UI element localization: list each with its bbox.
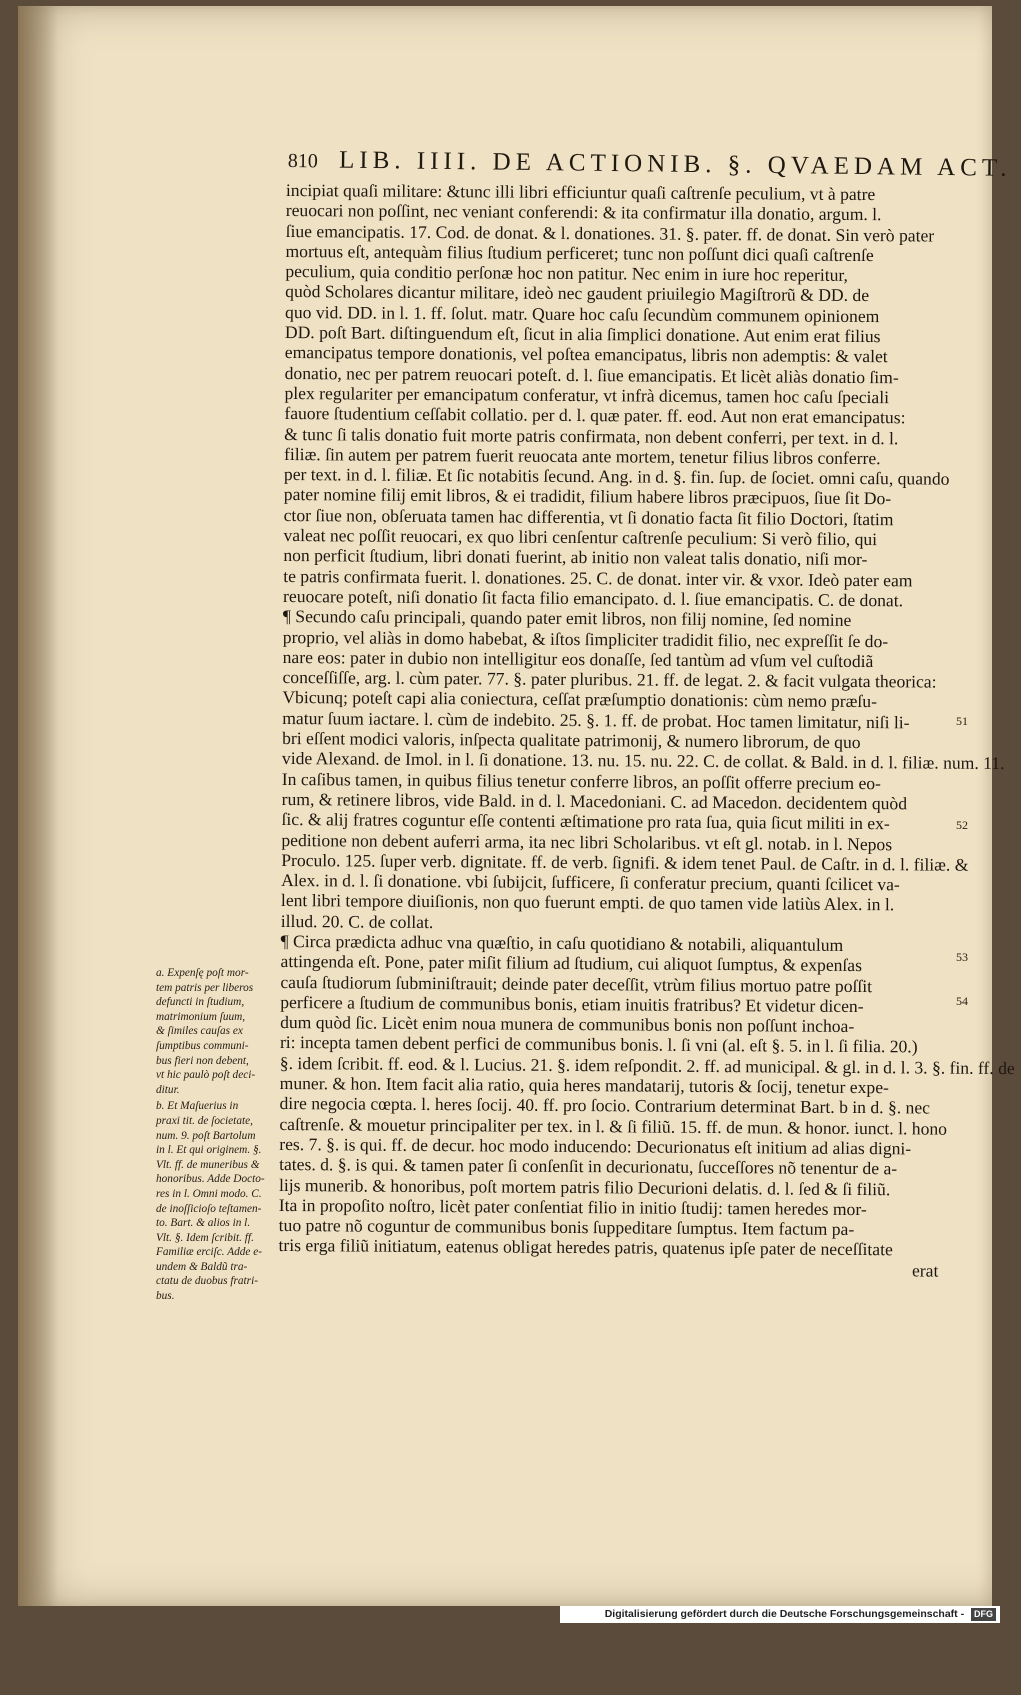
credit-text: Digitalisierung gefördert durch die Deutsche Forschungsgemeinschaft - — [604, 1608, 965, 1620]
side-note-line: honoribus. Adde Docto- — [156, 1173, 265, 1186]
text-line: per text. in d. l. filiæ. Et ſic notabitis ſecund. Ang. in d. §. fin. ſup. de ſociet. omni caſu, quando — [283, 464, 950, 489]
text-line: donatio, nec per patrem reuocari poteſt. d. l. ſiue emancipatis. Et licèt aliàs donatio ſim- — [284, 362, 899, 387]
text-line: nare eos: pater in dubio non intelligitur eos donaſſe, ſed tantùm ad vſum vel cuſtodiã — [282, 646, 874, 671]
side-note-line: ditur. — [156, 1083, 180, 1096]
text-line: plex regulariter per emancipatum conferatur, vt infrà dicemus, tamen hoc caſu ſpeciali — [284, 382, 890, 408]
page-gutter-shadow — [18, 6, 58, 1606]
margin-number: 52 — [956, 818, 968, 832]
text-line: caſtrenſe. & mouetur principaliter per tex. in l. & ſi filiũ. 15. ff. de mun. & honor. iunct. l. hono — [279, 1113, 948, 1139]
side-note-line: bus fieri non debent, — [156, 1054, 249, 1067]
side-note-line: defuncti in ſtudium, — [156, 996, 245, 1009]
side-note-line: ſumptibus communi- — [156, 1039, 249, 1052]
text-line: ſic. & alij fratres coguntur eſſe contenti æſtimatione pro rata ſua, quia ſicut militi in ex- — [281, 809, 890, 834]
digitization-credit — [560, 1606, 1000, 1623]
side-note-line: b. Et Maſuerius in — [156, 1100, 239, 1113]
side-note-line: & ſimiles cauſas ex — [156, 1025, 243, 1038]
text-line: non perficit ſtudium, libri donati fuerint, ab initio non valeat talis donatio, niſi mor- — [283, 545, 868, 570]
text-line: vide Alexand. de Imol. in l. ſi donatione. 13. nu. 15. nu. 22. C. de collat. & Bald. in d. l. filiæ. num. 11. — [281, 748, 1005, 774]
text-line: muner. & hon. Item facit alia ratio, quia heres mandatarij, tutoris & ſocij, tenetur expe- — [279, 1073, 889, 1098]
side-note-line: undem & Baldũ tra- — [156, 1260, 248, 1273]
text-line: proprio, vel aliàs in domo habebat, & iſtos ſimpliciter tradidit filio, nec expreſſit ſe do- — [282, 626, 889, 651]
text-line: conceſſiſſe, arg. l. cùm pater. 77. §. pater pluribus. 21. ff. de legat. 2. & facit vulgata theorica: — [282, 667, 937, 692]
side-note — [156, 1099, 278, 1303]
text-line: Alex. in d. l. ſi donatione. vbi ſubijcit, ſufficere, ſi conferatur precium, quanti ſcilicet va- — [281, 870, 900, 895]
text-line: §. idem ſcribit. ff. eod. & l. Lucius. 21. §. idem reſpondit. 2. ff. ad municipal. & gl. in d. l. 3. §. fin. ff. de — [279, 1052, 1015, 1078]
text-line: Ita in propoſito noſtro, licèt pater conſentiat filio in initio ſtudij: tamen heredes mor- — [278, 1194, 867, 1219]
text-line: tates. d. §. is qui. & tamen pater ſi conſenſit in decurionatu, ſucceſſores nõ tenentur de a- — [279, 1154, 898, 1179]
side-note-line: Familiæ erciſc. Adde e- — [156, 1246, 263, 1259]
side-note-line: ctatu de duobus fratri- — [156, 1275, 258, 1288]
side-note-line: Vlt. §. Idem ſcribit. ff. — [156, 1231, 254, 1244]
text-line: illud. 20. C. de collat. — [280, 910, 434, 932]
text-line: fauore ſtudentium ceſſabit collatio. per d. l. quæ pater. ff. eod. Aut non erat emancipatus: — [284, 403, 906, 428]
side-note-line: num. 9. poſt Bartolum — [156, 1129, 256, 1142]
side-note-line: bus. — [156, 1290, 175, 1303]
margin-number: 51 — [956, 714, 968, 728]
side-note-line: in l. Et qui originem. §. — [156, 1144, 262, 1157]
text-line: emancipatus tempore donationis, vel poſtea emancipatus, libris non ademptis: & valet — [284, 342, 888, 367]
side-note-line: to. Bart. & alios in l. — [156, 1217, 251, 1230]
text-line: ¶ Circa prædicta adhuc vna quæſtio, in caſu quotidiano & notabili, aliquantulum — [280, 930, 844, 955]
text-line: peditione non debent auferri arma, ita nec libri Scholaribus. vt eſt gl. notab. in l. Nepos — [281, 829, 893, 854]
text-line: peculium, quia conditio perſonæ hoc non patitur. Nec enim in iure hoc reperitur, — [285, 261, 849, 286]
margin-number: 54 — [956, 994, 968, 1008]
text-line: mortuus eſt, antequàm filius ſtudium perficeret; tunc non poſſunt dici quaſi caſtrenſe — [285, 240, 874, 265]
side-note-line: de inoſſicioſo teſtamen- — [156, 1202, 262, 1215]
text-line: perficere a ſtudium de communibus bonis, etiam inuitis fratribus? Et videtur dicen- — [280, 991, 864, 1016]
text-line: lijs munerib. & honoribus, poſt mortem patris filio Decurioni delatis. d. l. ſed & ſi filiũ. — [278, 1174, 891, 1199]
book-page — [18, 6, 1015, 1606]
page-number: 810 — [287, 149, 318, 173]
text-line: ¶ Secundo caſu principali, quando pater emit libros, non filij nomine, ſed nomine — [282, 606, 852, 631]
text-line: quòd Scholares dicantur militare, ideò nec gaudent priuilegio Magiſtrorũ & DD. de — [285, 281, 870, 306]
text-line: valeat nec poſſit reuocari, ex quo libri cenſentur caſtrenſe peculium: Si verò filio, qui — [283, 525, 878, 550]
text-line: incipiat quaſi militare: &tunc illi libri efficiuntur quaſi caſtrenſe peculium, vt à patre — [285, 180, 876, 205]
text-line: ſiue emancipatis. 17. Cod. de donat. & l. donationes. 31. §. pater. ff. de donat. Sin verò pater — [285, 220, 935, 246]
running-title: LIB. IIII. DE ACTIONIB. §. QVAEDAM ACT. — [338, 146, 1012, 182]
text-line: lent libri tempore diuiſionis, non quo fuerunt empti. de quo tamen vide latiùs Alex. in l. — [280, 890, 895, 915]
margin-number: 53 — [956, 950, 968, 964]
side-note-line: matrimonium ſuum, — [156, 1010, 246, 1023]
text-line: ctor ſiue non, obſeruata tamen hac differentia, vt ſi donatio facta ſit filio Doctori, ſtatim — [283, 504, 894, 529]
text-line: reuocare poteſt, niſi donatio ſit facta filio emancipato. d. l. ſiue emancipatis. C. de donat. — [283, 585, 904, 611]
text-line: Vbicunq; poteſt capi alia coniectura, ceſſat præſumptio donationis: cùm nemo præſu- — [282, 687, 878, 712]
side-note-line: tem patris per liberos — [156, 981, 254, 994]
dfg-logo: DFG — [971, 1608, 996, 1621]
text-line: matur ſuum iactare. l. cùm de indebito. 25. §. 1. ff. de probat. Hoc tamen limitatur, niſi li- — [282, 707, 910, 733]
text-line: & tunc ſi talis donatio fuit morte patris confirmata, non debent conferri, per text. in d. l. — [284, 423, 899, 448]
text-line: dum quòd ſic. Licèt enim noua munera de communibus bonis non poſſunt inchoa- — [280, 1012, 855, 1037]
text-line: dire negocia cœpta. l. heres ſocij. 40. ff. pro ſocio. Contrarium determinat Bart. b in d. §. nec — [279, 1093, 931, 1118]
side-note-line: vt hic paulò poſt deci- — [156, 1069, 256, 1082]
text-line: tris erga filiũ initiatum, eatenus obligat heredes patris, quatenus ipſe pater de neceſſitate — [278, 1235, 893, 1260]
side-note-line: a. Expenſę poſt mor- — [156, 967, 249, 979]
text-line: res. 7. §. is qui. ff. de decur. hoc modo inducendo: Decurionatus eſt initium ad alias digni- — [279, 1133, 912, 1159]
catchword: erat — [911, 1260, 939, 1281]
text-line: reuocari non poſſint, nec veniant conferendi: & ita confirmatur illa donatio, argum. l. — [285, 200, 882, 225]
side-note-line: praxi tit. de ſocietate, — [156, 1114, 253, 1127]
text-line: Proculo. 125. ſuper verb. dignitate. ff. de verb. ſignifi. & idem tenet Paul. de Caſtr. in d. l. filiæ. & — [281, 849, 969, 875]
text-line: pater nomine filij emit libros, & ei tradidit, filium habere libros præcipuos, ſiue ſit Do- — [283, 484, 892, 509]
text-line: tuo patre nõ coguntur de communibus bonis ſuppeditare ſumptus. Item factum pa- — [278, 1215, 855, 1240]
side-note — [156, 966, 278, 1097]
text-line: te patris confirmata fuerit. l. donationes. 25. C. de donat. inter vir. & vxor. Ideò pater eam — [283, 565, 913, 591]
text-line: DD. poſt Bart. diſtinguendum eſt, ſicut in alia ſimplici donatione. Aut enim erat filius — [284, 322, 881, 347]
side-note-line: Vlt. ff. de muneribus & — [156, 1158, 260, 1171]
text-line: attingenda eſt. Pone, pater miſit filium ad ſtudium, cui aliquot ſumptus, & expenſas — [280, 951, 863, 976]
text-line: ri: incepta tamen debent perfici de communibus bonis. l. ſi vni (al. eſt §. 5. in l. ſi filia. 20.) — [279, 1032, 918, 1057]
text-line: rum, & retinere libros, vide Bald. in d. l. Macedoniani. C. ad Macedon. decidentem quòd — [281, 788, 908, 814]
text-line: quo vid. DD. in l. 1. ff. ſolut. matr. Quare hoc caſu ſecundùm communem opinionem — [285, 301, 880, 326]
text-line: In caſibus tamen, in quibus filius tenetur conferre libros, an poſſit offerre precium eo- — [281, 768, 882, 793]
text-line: bri eſſent modici valoris, inſpecta qualitate patrimonij, & numero librorum, de quo — [282, 728, 861, 753]
side-notes-column — [156, 966, 278, 1306]
text-line: cauſa ſtudiorum ſubminiſtrauit; deinde pater deceſſit, vtrùm filius mortuo patre poſſit — [280, 971, 873, 996]
text-line: filiæ. ſin autem per patrem fuerit reuocata ante mortem, tenetur filius libros conferre. — [284, 443, 881, 469]
side-note-line: res in l. Omni modo. C. — [156, 1187, 262, 1200]
